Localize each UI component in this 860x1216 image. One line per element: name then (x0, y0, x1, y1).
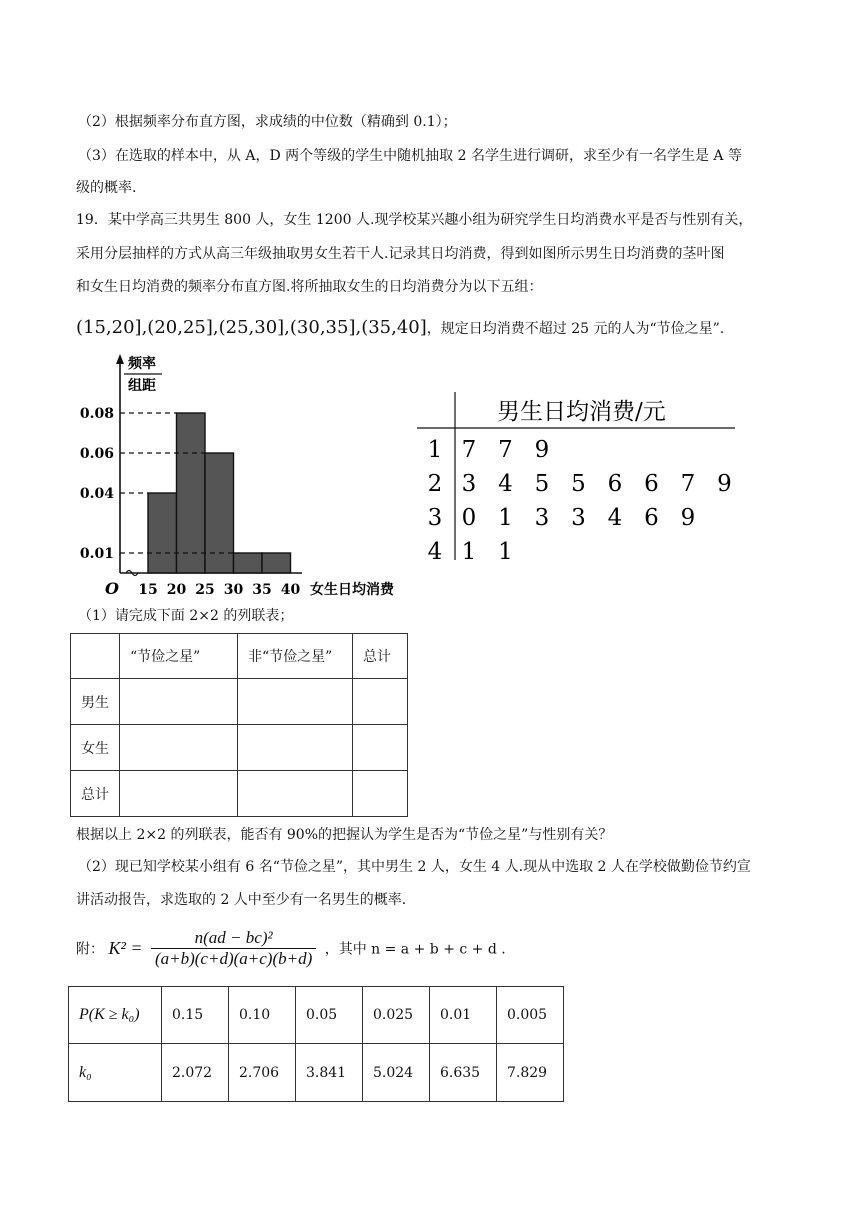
leaf-value: 5 (571, 471, 586, 497)
y-tick-label: 0.04 (79, 486, 114, 502)
x-tick-label: 20 (166, 582, 187, 598)
value-cell: 7.829 (497, 1044, 564, 1102)
table-header-row (71, 634, 408, 679)
leaf-value: 6 (644, 471, 659, 497)
y-axis-label (124, 355, 162, 394)
formula-fraction (151, 928, 316, 969)
critical-value-row (69, 1044, 564, 1102)
table-cell (238, 725, 353, 771)
frequency-histogram (70, 350, 420, 600)
row-label-cell: k₀ (69, 1044, 162, 1102)
leaf-value: 9 (717, 471, 732, 497)
q18-part2: （2）根据频率分布直方图，求成绩的中位数（精确到 0.1）； (78, 114, 457, 130)
q18-part3-line2: 级的概率. (76, 180, 137, 196)
table-cell (238, 679, 353, 725)
leaf-value: 6 (607, 471, 623, 497)
q19-part2-line1: （2）现已知学校某小组有 6 名“节俭之星”，其中男生 2 人，女生 4 人.现从中选取 2 人在学校做勤俭节约宣 (78, 859, 751, 875)
q19-line3: 和女生日均消费的频率分布直方图.将所抽取女生的日均消费分为以下五组： (76, 279, 543, 295)
formula-tail: ，其中 n = a + b + c + d . (324, 941, 506, 958)
formula-lhs: K² = (108, 938, 143, 958)
table-cell (120, 725, 238, 771)
table-cell (238, 771, 353, 817)
table-cell: 非“节俭之星” (238, 634, 353, 679)
q19-after-table: 根据以上 2×2 的列联表，能否有 90%的把握认为学生是否为“节俭之星”与性别有关？ (76, 827, 613, 843)
leaf-value: 6 (644, 505, 659, 531)
formula (76, 928, 506, 969)
leaf-value: 9 (534, 437, 550, 463)
y-axis-label-bottom: 组距 (128, 378, 156, 394)
x-tick-label: 25 (195, 582, 215, 598)
table-cell: 女生 (71, 725, 120, 771)
value-cell: 2.072 (162, 1044, 229, 1102)
formula-denominator: (a+b)(c+d)(a+c)(b+d) (154, 949, 313, 968)
stem-value: 4 (427, 539, 443, 565)
leaf-value: 3 (461, 471, 477, 497)
contingency-table (70, 633, 408, 817)
leaf-value: 7 (680, 471, 696, 497)
formula-numerator: n(ad − bc)² (151, 928, 316, 949)
leaf-value: 3 (534, 505, 550, 531)
critical-value-table (68, 986, 564, 1102)
x-tick-label: 40 (280, 582, 301, 598)
q19-part2-line2: 讲活动报告，求选取的 2 人中至少有一名男生的概率. (76, 892, 407, 908)
q19-intervals: (15,20],(20,25],(25,30],(30,35],(35,40] (76, 317, 427, 338)
q19-rule: ，规定日均消费不超过 25 元的人为“节俭之星”. (426, 321, 725, 337)
y-tick-label: 0.08 (79, 406, 114, 422)
q19-line2: 采用分层抽样的方式从高三年级抽取男女生若干人.记录其日均消费，得到如图所示男生日均消费的茎叶图 (76, 246, 725, 262)
histogram-bar (205, 453, 234, 573)
histogram-bar (234, 553, 263, 573)
row-label-cell: P(K ≥ k₀) (69, 987, 162, 1044)
leaf-value: 1 (461, 539, 477, 565)
value-cell: 0.15 (162, 987, 229, 1044)
appendix-label: 附： (76, 941, 104, 958)
leaf-value: 0 (461, 505, 477, 531)
leaf-value: 4 (607, 505, 623, 531)
y-axis-label-top: 频率 (128, 356, 156, 372)
stem-value: 3 (427, 505, 443, 531)
table-cell (120, 771, 238, 817)
stem-leaf-plot (415, 388, 745, 568)
table-cell (120, 679, 238, 725)
leaf-value: 4 (498, 471, 513, 497)
q19-intervals-line (76, 318, 724, 339)
value-cell: 0.05 (296, 987, 363, 1044)
value-cell: 6.635 (430, 1044, 497, 1102)
table-row (71, 771, 408, 817)
stem-leaf-title: 男生日均消费/元 (497, 399, 666, 425)
y-axis-arrow (116, 354, 124, 364)
value-cell: 0.01 (430, 987, 497, 1044)
table-cell (353, 725, 408, 771)
value-cell: 0.10 (229, 987, 296, 1044)
histogram-bar (177, 413, 206, 573)
leaf-value: 3 (571, 505, 586, 531)
histogram-bar (148, 493, 177, 573)
stem-value: 1 (427, 437, 443, 463)
value-cell: 0.025 (363, 987, 430, 1044)
table-cell (71, 634, 120, 679)
x-axis-label: 女生日均消费 (310, 582, 394, 598)
leaf-value: 7 (498, 437, 513, 463)
value-cell: 0.005 (497, 987, 564, 1044)
value-cell: 2.706 (229, 1044, 296, 1102)
leaf-value: 1 (498, 505, 513, 531)
leaf-value: 1 (498, 539, 513, 565)
table-cell: 总计 (71, 771, 120, 817)
table-cell (353, 679, 408, 725)
q19-line1: 19．某中学高三共男生 800 人，女生 1200 人.现学校某兴趣小组为研究学生日均消费水平是否与性别有关， (76, 212, 753, 228)
value-cell: 5.024 (363, 1044, 430, 1102)
leaf-value: 9 (680, 505, 696, 531)
table-row (71, 725, 408, 771)
histogram-bar (262, 553, 291, 573)
q19-part1: （1）请完成下面 2×2 的列联表； (78, 608, 294, 624)
value-cell: 3.841 (296, 1044, 363, 1102)
y-tick-label: 0.01 (79, 546, 114, 562)
origin-label: O (105, 579, 119, 598)
leaf-value: 5 (534, 471, 550, 497)
y-tick-label: 0.06 (79, 446, 114, 462)
table-cell: “节俭之星” (120, 634, 238, 679)
table-cell: 总计 (353, 634, 408, 679)
leaf-value: 7 (461, 437, 477, 463)
x-tick-label: 15 (138, 582, 158, 598)
stem-value: 2 (427, 471, 443, 497)
table-cell: 男生 (71, 679, 120, 725)
table-row (71, 679, 408, 725)
x-tick-label: 30 (223, 582, 244, 598)
probability-row (69, 987, 564, 1044)
table-cell (353, 771, 408, 817)
x-tick-label: 35 (252, 582, 272, 598)
q18-part3-line1: （3）在选取的样本中，从 A，D 两个等级的学生中随机抽取 2 名学生进行调研，求至少有一名学生是 A 等 (78, 148, 742, 164)
